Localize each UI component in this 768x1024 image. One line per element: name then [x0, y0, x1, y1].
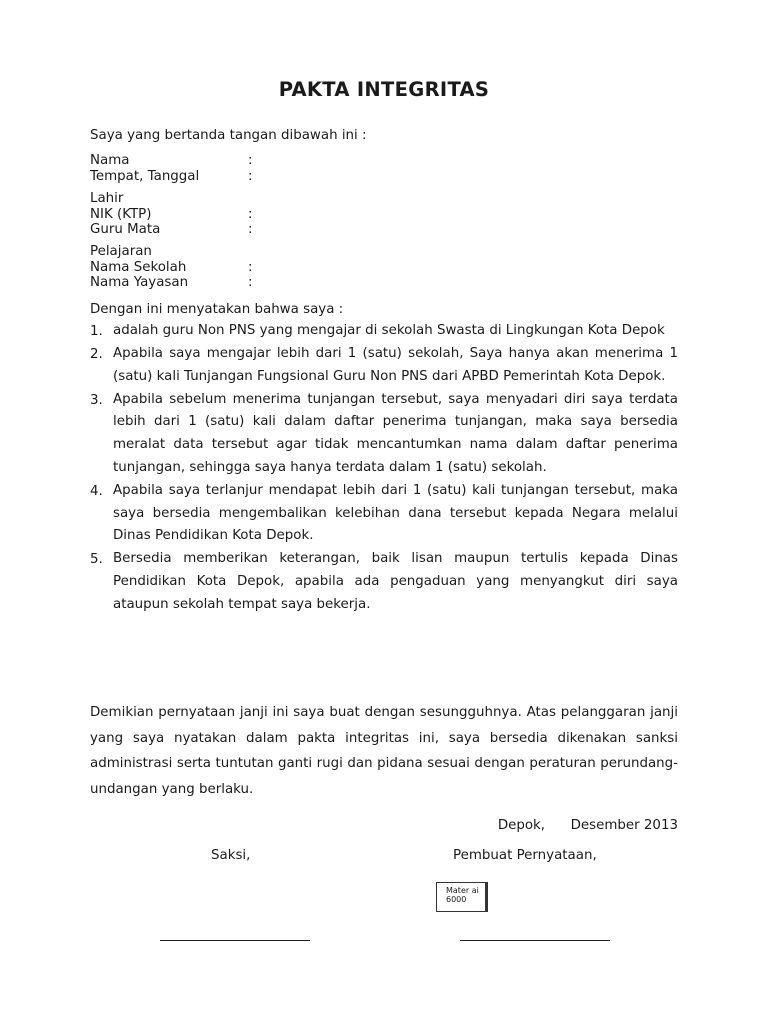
field-label-pelajaran: Pelajaran — [90, 244, 152, 259]
closing-paragraph: Demikian pernyataan janji ini saya buat dengan sesungguhnya. Atas pelanggaran janji yang saya nyatakan dalam pakta integritas ini, saya bersedia dikenakan sanksi administrasi serta tuntutan ganti rugi dan pidana sesuai dengan peraturan perundang-undangan yang berlaku. — [90, 705, 678, 797]
place-date: Depok, Desember 2013 — [497, 818, 678, 833]
field-label-tempat-tanggal: Tempat, Tanggal — [90, 169, 200, 184]
field-label-nama-sekolah: Nama Sekolah — [90, 260, 187, 275]
list-item-text: Apabila sebelum menerima tunjangan tersebut, saya menyadari diri saya terdata lebih dari 1 (satu) kali dalam daftar penerima tunjangan, maka saya bersedia meralat data tersebut agar tidak mencantumkan nama dalam daftar penerima tunjangan, sehingga saya hanya terdata dalam 1 (satu) sekolah. — [113, 391, 678, 475]
list-item — [90, 389, 678, 480]
field-colon: : — [248, 260, 253, 275]
list-item-number: 2. — [90, 347, 103, 362]
statement-list — [90, 320, 678, 617]
materai-stamp: Mater ai 6000 — [436, 882, 488, 912]
field-label-nama: Nama — [90, 153, 130, 168]
witness-signature-line — [160, 940, 310, 941]
field-colon: : — [248, 153, 253, 168]
list-item — [90, 548, 678, 616]
list-item — [90, 480, 678, 548]
list-item — [90, 343, 678, 389]
list-item — [90, 320, 678, 343]
list-item-text: Apabila saya terlanjur mendapat lebih dari 1 (satu) kali tunjangan tersebut, maka saya bersedia mengembalikan kelebihan dana tersebut kepada Negara melalui Dinas Pendidikan Kota Depok. — [113, 482, 678, 544]
field-label-nama-yayasan: Nama Yayasan — [90, 275, 189, 290]
declarant-signature-line — [460, 940, 610, 941]
field-label-nik: NIK (KTP) — [90, 207, 152, 222]
field-colon: : — [248, 222, 253, 237]
witness-label: Saksi, — [211, 848, 251, 863]
field-colon: : — [248, 207, 253, 222]
field-colon: : — [248, 275, 253, 290]
field-colon: : — [248, 169, 253, 184]
declarant-label: Pembuat Pernyataan, — [453, 848, 597, 863]
statement-lead: Dengan ini menyatakan bahwa saya : — [90, 302, 344, 317]
list-item-number: 1. — [90, 324, 103, 339]
intro-text: Saya yang bertanda tangan dibawah ini : — [90, 128, 367, 143]
list-item-number: 3. — [90, 392, 103, 408]
list-item-number: 5. — [90, 552, 103, 568]
list-item-text: Bersedia memberikan keterangan, baik lisan maupun tertulis kepada Dinas Pendidikan Kota Depok, apabila ada pengaduan yang menyangkut diri saya ataupun sekolah tempat saya bekerja. — [113, 551, 678, 612]
document-title: PAKTA INTEGRITAS — [278, 78, 490, 101]
list-item-text: adalah guru Non PNS yang mengajar di sekolah Swasta di Lingkungan Kota Depok — [113, 323, 665, 338]
list-item-number: 4. — [90, 483, 103, 499]
field-label-lahir: Lahir — [90, 191, 124, 206]
list-item-text: Apabila saya mengajar lebih dari 1 (satu) sekolah, Saya hanya akan menerima 1 (satu) kali Tunjangan Fungsional Guru Non PNS dari APBD Pemerintah Kota Depok. — [113, 346, 678, 384]
field-label-guru-mata: Guru Mata — [90, 222, 161, 237]
